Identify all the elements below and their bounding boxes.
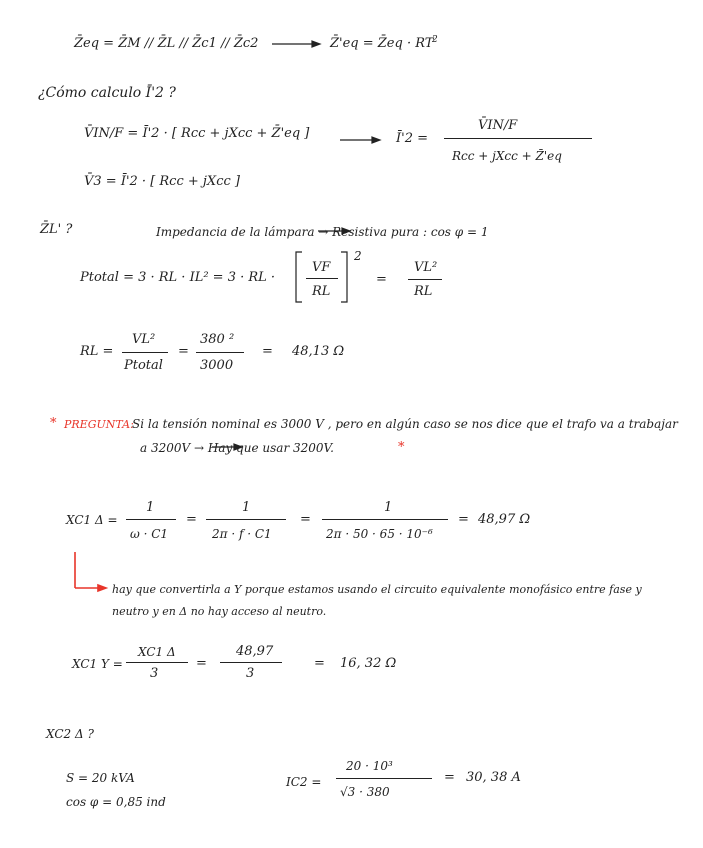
- ic2-result: 30, 38 A: [466, 770, 521, 785]
- fraction-bar: [220, 662, 282, 663]
- xc1y-f1-num: XC1 Δ: [138, 645, 176, 659]
- fraction-bar: [336, 778, 432, 779]
- fraction-bar: [126, 519, 176, 520]
- xc1y-f1-den: 3: [150, 666, 159, 681]
- rl-eq1: =: [178, 344, 189, 359]
- zeq-prime-equation: Z̄'eq = Z̄eq · RT: [330, 36, 434, 51]
- xc1d-result: 48,97 Ω: [478, 512, 531, 527]
- vl2-numerator: VL²: [414, 260, 438, 275]
- fraction-bar: [322, 519, 448, 520]
- pregunta-text-2: a 3200V → Hay que usar 3200V.: [140, 441, 334, 455]
- xc1d-f2-num: 1: [242, 500, 251, 515]
- vin-equation: V̄IN/F = Ī'2 · [ Rcc + jXcc + Z̄'eq ]: [84, 126, 310, 141]
- fraction-bar: [196, 352, 244, 353]
- question-i2: ¿Cómo calculo Ī'2 ?: [38, 85, 176, 101]
- lamp-impedance-note: Impedancia de la lámpara → Resistiva pura : cos φ = 1: [156, 225, 489, 239]
- i2-lhs: Ī'2 =: [396, 131, 429, 146]
- pregunta-text-1: Si la tensión nominal es 3000 V , pero en algún caso se nos dice que el trafo va a trabajar: [132, 417, 678, 431]
- fraction-bar: [408, 279, 442, 280]
- rl-f1-num: VL²: [132, 332, 156, 347]
- bracket-power: 2: [354, 249, 362, 263]
- rl-lhs: RL =: [80, 344, 114, 359]
- ptotal-equals: =: [376, 272, 387, 287]
- xc1d-f3-den: 2π · 50 · 65 · 10⁻⁶: [326, 527, 433, 541]
- rl-denominator-2: RL: [414, 284, 433, 299]
- xc1d-f1-den: ω · C1: [130, 527, 169, 541]
- xc2-question: XC2 Δ ?: [46, 727, 94, 741]
- xc1d-f1-num: 1: [146, 500, 155, 515]
- xc1d-lhs: XC1 Δ =: [66, 513, 118, 527]
- fraction-bar: [122, 352, 168, 353]
- zl-question: Z̄L' ?: [40, 222, 73, 237]
- cos-value: cos φ = 0,85 ind: [66, 795, 166, 809]
- rl-f2-num: 380 ²: [200, 332, 235, 347]
- pregunta-star: *: [50, 416, 57, 431]
- xc1y-f2-num: 48,97: [236, 644, 274, 659]
- v3-equation: V̄3 = Ī'2 · [ Rcc + jXcc ]: [84, 174, 240, 189]
- vf-numerator: VF: [312, 260, 331, 275]
- pregunta-label: PREGUNTA:: [64, 418, 134, 431]
- xc1d-eq2: =: [300, 512, 311, 527]
- arrow-icon: [372, 137, 380, 143]
- xc1d-eq1: =: [186, 512, 197, 527]
- fraction-bar: [306, 278, 338, 279]
- note-line-2: neutro y en Δ no hay acceso al neutro.: [112, 605, 327, 618]
- xc1y-eq1: =: [196, 656, 207, 671]
- ic2-eq: =: [444, 770, 455, 785]
- xc1y-lhs: XC1 Y =: [72, 657, 123, 671]
- xc1d-f3-num: 1: [384, 500, 393, 515]
- ic2-lhs: IC2 =: [286, 775, 322, 789]
- fraction-bar: [444, 138, 592, 139]
- i2-denominator: Rcc + jXcc + Z̄'eq: [452, 149, 562, 163]
- i2-numerator: V̄IN/F: [478, 118, 518, 133]
- xc1y-f2-den: 3: [246, 666, 255, 681]
- ic2-num: 20 · 10³: [346, 759, 393, 773]
- fraction-bar: [206, 519, 286, 520]
- rl-denominator: RL: [312, 284, 331, 299]
- fraction-bar: [126, 662, 188, 663]
- xc1y-result: 16, 32 Ω: [340, 656, 397, 671]
- zeq-equation: Z̄eq = Z̄M // Z̄L // Z̄c1 // Z̄c2: [74, 36, 259, 51]
- rl-f1-den: Ptotal: [124, 358, 163, 373]
- rl-eq2: =: [262, 344, 273, 359]
- zeq-exponent: 2: [432, 35, 438, 45]
- pregunta-star-2: *: [398, 440, 405, 455]
- s-value: S = 20 kVA: [66, 771, 135, 785]
- rl-result: 48,13 Ω: [292, 344, 345, 359]
- xc1d-f2-den: 2π · f · C1: [212, 527, 272, 541]
- ic2-den: √3 · 380: [340, 785, 390, 799]
- ptotal-lhs: Ptotal = 3 · RL · IL² = 3 · RL ·: [80, 270, 276, 285]
- xc1d-eq3: =: [458, 512, 469, 527]
- rl-f2-den: 3000: [200, 358, 234, 373]
- arrow-icon: [312, 41, 320, 47]
- xc1y-eq2: =: [314, 656, 325, 671]
- note-line-1: hay que convertirla a Y porque estamos usando el circuito equivalente monofásico entre fase y: [112, 583, 642, 596]
- red-arrow-icon: [75, 552, 106, 591]
